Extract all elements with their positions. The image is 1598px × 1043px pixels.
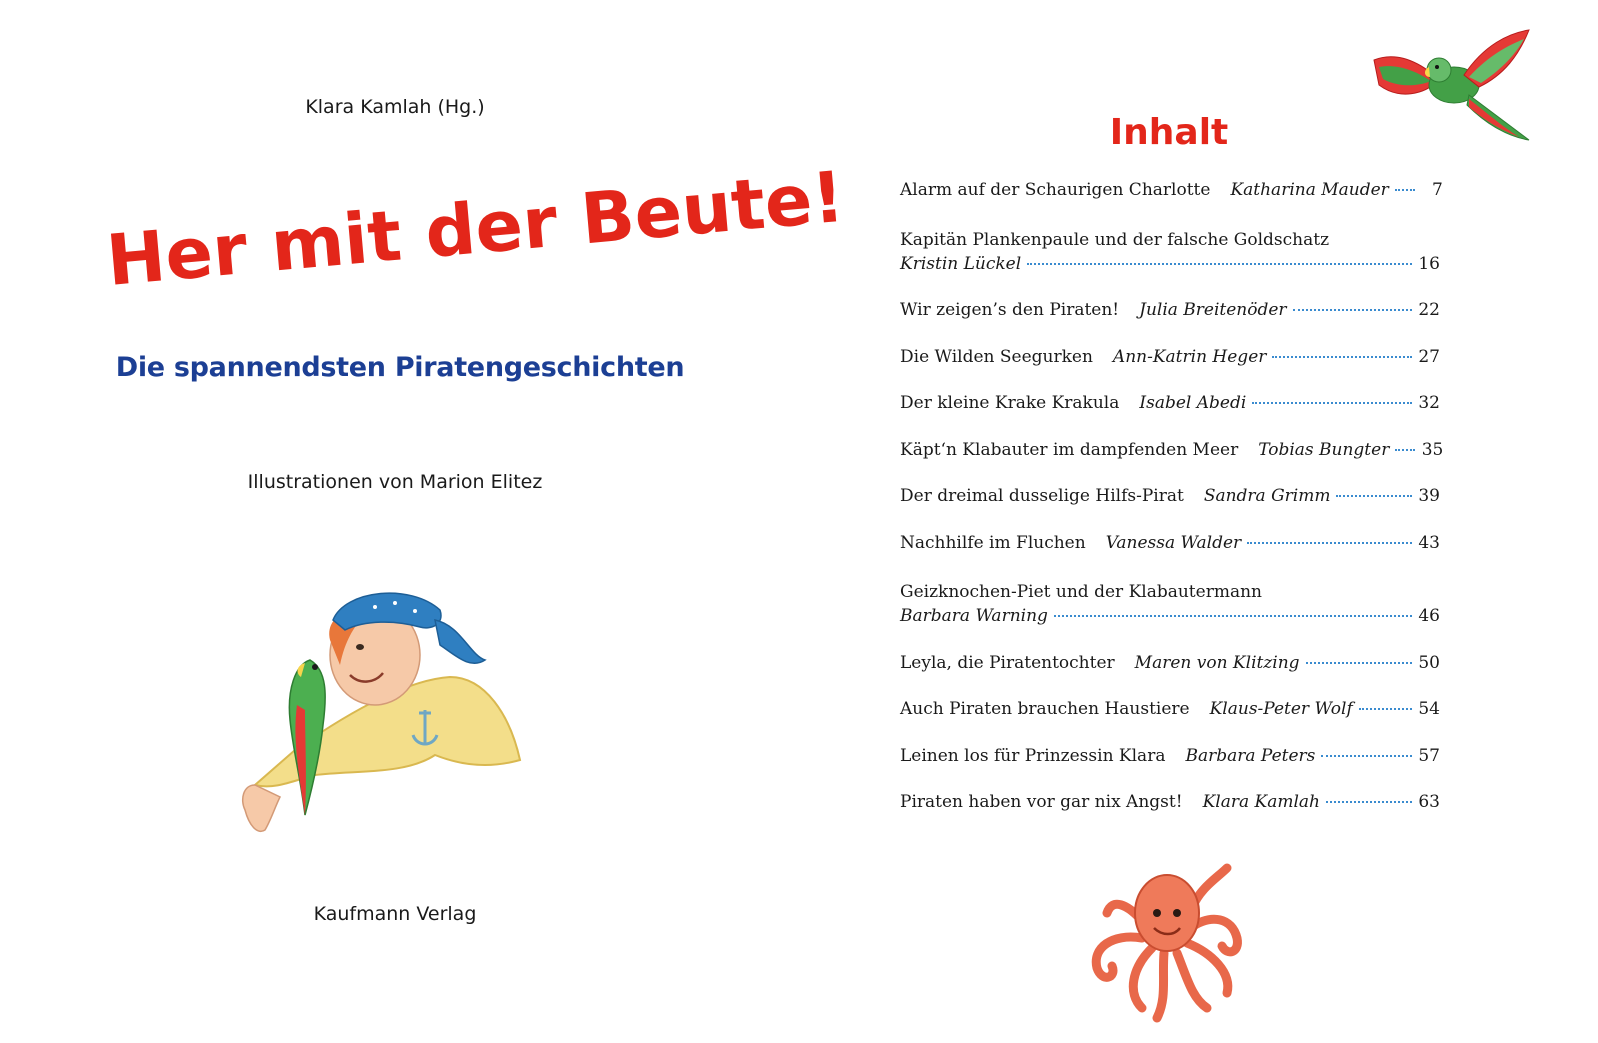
toc-story-title: Geizknochen-Piet und der Klabautermann — [900, 582, 1262, 602]
dot-leader — [1252, 402, 1412, 404]
toc-author: Sandra Grimm — [1203, 486, 1331, 506]
toc-author: Klara Kamlah — [1202, 792, 1320, 812]
toc-page-number: 57 — [1418, 745, 1440, 766]
toc-entry[interactable] — [900, 486, 1440, 516]
toc-story-title: Leyla, die Piratentochter — [900, 652, 1115, 673]
toc-page-number: 50 — [1418, 652, 1440, 673]
toc-page-number: 35 — [1421, 439, 1444, 460]
dot-leader — [1321, 755, 1412, 757]
toc-entry[interactable] — [900, 180, 1443, 210]
toc-author: Barbara Warning — [900, 606, 1048, 626]
dot-leader — [1326, 801, 1412, 803]
toc-page-number: 63 — [1418, 792, 1440, 812]
toc-entry[interactable] — [900, 792, 1440, 822]
toc-entry[interactable] — [900, 227, 1440, 284]
toc-author: Julia Breitenöder — [1139, 300, 1287, 320]
dot-leader — [1336, 495, 1412, 497]
book-title-text: Her mit der Beute! — [103, 155, 848, 302]
dot-leader — [1359, 708, 1412, 710]
toc-story-title: Kapitän Plankenpaule und der falsche Goldschatz — [900, 229, 1330, 250]
toc-author: Vanessa Walder — [1105, 532, 1242, 553]
toc-page-number: 27 — [1418, 346, 1440, 367]
toc-story-title: Alarm auf der Schaurigen Charlotte — [900, 180, 1211, 200]
toc-page-number: 32 — [1418, 393, 1440, 413]
toc-story-title: Auch Piraten brauchen Haustiere — [900, 699, 1190, 719]
toc-story-title: Der kleine Krake Krakula — [900, 393, 1120, 413]
toc-story-title: Käpt‘n Klabauter im dampfenden Meer — [900, 439, 1239, 460]
toc-story-title: Wir zeigen’s den Piraten! — [900, 300, 1120, 320]
toc-page-number: 46 — [1418, 606, 1440, 626]
toc-entry[interactable] — [900, 347, 1440, 377]
contents-heading: Inhalt — [1109, 112, 1229, 153]
toc-entry[interactable] — [900, 300, 1440, 330]
dot-leader — [1247, 542, 1412, 544]
toc-author: Barbara Peters — [1185, 745, 1316, 766]
toc-page-number: 22 — [1418, 300, 1440, 320]
toc-entry[interactable] — [900, 393, 1440, 423]
toc-author: Maren von Klitzing — [1134, 652, 1300, 673]
publisher-name: Kaufmann Verlag — [313, 903, 477, 925]
dot-leader — [1027, 263, 1412, 265]
dot-leader — [1395, 449, 1415, 451]
toc-story-title: Der dreimal dusselige Hilfs-Pirat — [900, 486, 1184, 506]
pirate-boy-illustration — [235, 585, 535, 840]
octopus-illustration — [1082, 858, 1252, 1023]
toc-author: Klaus-Peter Wolf — [1209, 699, 1353, 719]
dot-leader — [1054, 615, 1412, 617]
toc-entry[interactable] — [900, 699, 1440, 729]
dot-leader — [1306, 662, 1412, 664]
contents-page — [799, 0, 1598, 1043]
toc-story-title: Die Wilden Seegurken — [900, 346, 1093, 367]
toc-entry[interactable] — [900, 579, 1440, 636]
toc-author: Ann-Katrin Heger — [1112, 346, 1267, 367]
toc-author: Katharina Mauder — [1230, 180, 1389, 200]
toc-page-number: 7 — [1431, 180, 1443, 200]
toc-author: Isabel Abedi — [1139, 393, 1247, 413]
book-subtitle: Die spannendsten Piratengeschichten — [115, 352, 685, 383]
toc-entry[interactable] — [900, 653, 1440, 683]
table-of-contents — [900, 180, 1444, 839]
flying-parrot-illustration — [1369, 25, 1539, 150]
book-title-graphic — [103, 155, 848, 305]
toc-story-title: Leinen los für Prinzessin Klara — [900, 745, 1166, 766]
toc-entry[interactable] — [900, 439, 1444, 470]
toc-entry[interactable] — [900, 533, 1440, 563]
dot-leader — [1272, 356, 1412, 358]
toc-author: Kristin Lückel — [900, 253, 1022, 274]
toc-page-number: 54 — [1418, 699, 1440, 719]
toc-story-title: Piraten haben vor gar nix Angst! — [900, 792, 1183, 812]
editor-credit: Klara Kamlah (Hg.) — [305, 96, 485, 118]
toc-author: Tobias Bungter — [1258, 439, 1390, 460]
book-title — [103, 155, 848, 305]
dot-leader — [1395, 189, 1415, 191]
illustrator-credit: Illustrationen von Marion Elitez — [247, 471, 543, 493]
toc-page-number: 16 — [1418, 253, 1440, 274]
toc-entry[interactable] — [900, 746, 1440, 776]
toc-page-number: 39 — [1418, 486, 1440, 506]
toc-story-title: Nachhilfe im Fluchen — [900, 532, 1086, 553]
dot-leader — [1293, 309, 1412, 311]
toc-page-number: 43 — [1418, 532, 1440, 553]
